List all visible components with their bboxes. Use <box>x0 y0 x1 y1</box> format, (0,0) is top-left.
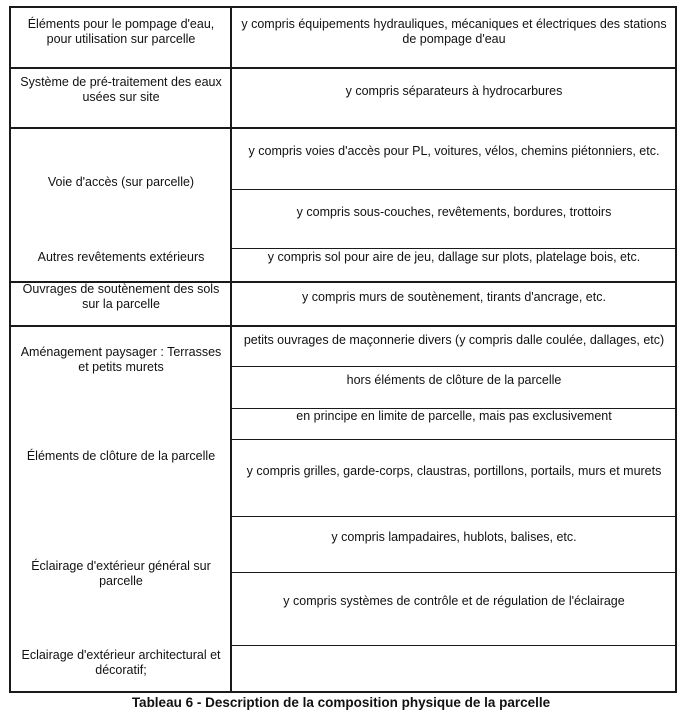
right-cell-hors-cloture: hors éléments de clôture de la parcelle <box>346 372 562 387</box>
right-cell-aire-de-jeu: y compris sol pour aire de jeu, dallage sur plots, platelage bois, etc. <box>267 249 641 264</box>
right-cell-grilles: y compris grilles, garde-corps, claustras, portillons, portails, murs et murets <box>246 463 662 478</box>
table-border-bottom <box>9 691 677 693</box>
right-cell-lampadaires: y compris lampadaires, hublots, balises, etc. <box>331 529 577 544</box>
left-cell-revetements: Autres revêtements extérieurs <box>37 249 205 264</box>
right-cell-soutenement: y compris murs de soutènement, tirants d'ancrage, etc. <box>302 289 606 304</box>
right-cell-limite-parcelle: en principe en limite de parcelle, mais pas exclusivement <box>296 409 612 423</box>
left-cell-eclairage-general: Éclairage d'extérieur général sur parcelle <box>31 559 211 588</box>
right-cell-controle-eclairage: y compris systèmes de contrôle et de régulation de l'éclairage <box>283 593 625 608</box>
right-cell-sous-couches: y compris sous-couches, revêtements, bordures, trottoirs <box>296 204 612 219</box>
right-cell-maconnerie: petits ouvrages de maçonnerie divers (y compris dalle coulée, dallages, etc) <box>243 333 665 347</box>
right-cell-pompage: y compris équipements hydrauliques, mécaniques et électriques des stations de pompage d'eau <box>241 17 667 46</box>
table-caption: Tableau 6 - Description de la composition physique de la parcelle <box>131 695 551 710</box>
left-cell-pompage: Éléments pour le pompage d'eau, pour utilisation sur parcelle <box>27 17 215 46</box>
left-cell-soutenement: Ouvrages de soutènement des sols sur la parcelle <box>22 282 220 311</box>
left-cell-eclairage-architectural: Eclairage d'extérieur architectural et décoratif; <box>21 648 221 677</box>
right-cell-voie-acces: y compris voies d'accès pour PL, voitures, vélos, chemins piétonniers, etc. <box>248 143 660 158</box>
left-cell-voie-acces: Voie d'accès (sur parcelle) <box>47 174 195 189</box>
right-cell-pretraitement: y compris séparateurs à hydrocarbures <box>345 83 563 98</box>
right-cell-empty <box>232 646 676 691</box>
left-cell-amenagement: Aménagement paysager : Terrasses et petits murets <box>20 345 222 374</box>
row-separator <box>9 325 677 327</box>
composition-table <box>9 6 677 693</box>
left-cell-pretraitement: Système de pré-traitement des eaux usées sur site <box>20 75 222 104</box>
left-cell-cloture: Éléments de clôture de la parcelle <box>26 448 216 463</box>
